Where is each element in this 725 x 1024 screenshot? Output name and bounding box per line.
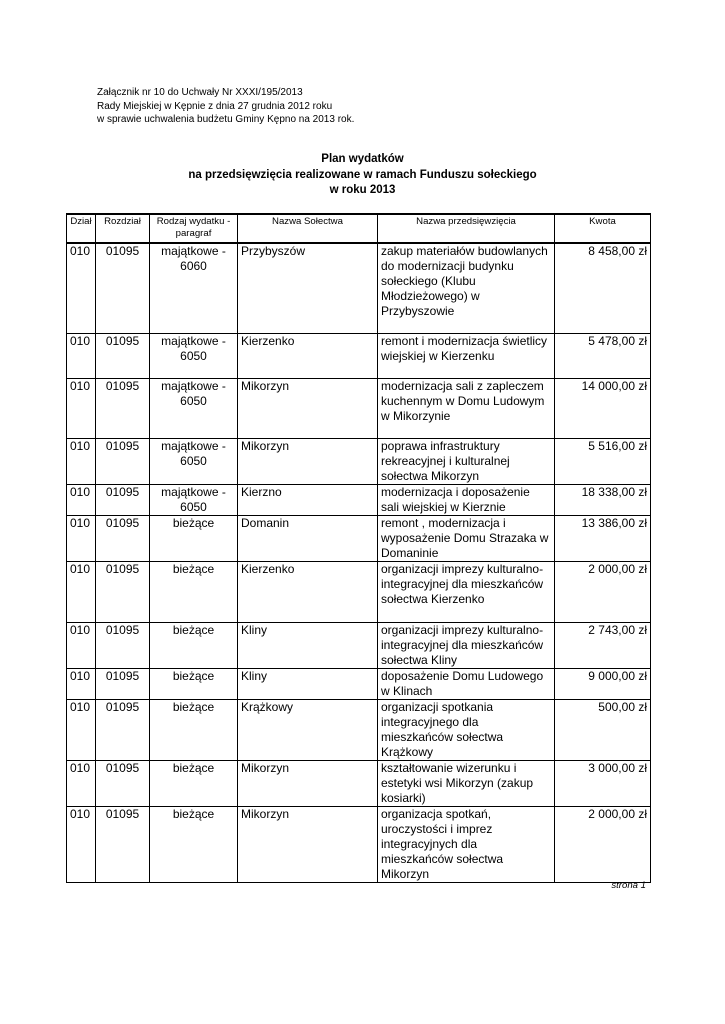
column-header-przedsiewziecie: Nazwa przedsięwzięcia (378, 214, 555, 243)
cell-przedsiewziecie: organizacji spotkania integracyjnego dla mieszkańców sołectwa Krążkowy (378, 699, 555, 760)
attachment-note-line: w sprawie uchwalenia budżetu Gminy Kępno na 2013 rok. (97, 114, 355, 125)
document-title (0, 152, 725, 199)
cell-rozdzial: 01095 (96, 622, 150, 668)
table-row (67, 699, 651, 760)
cell-kwota: 18 338,00 zł (555, 484, 651, 515)
cell-solectwo: Mikorzyn (238, 438, 378, 484)
cell-rozdzial: 01095 (96, 484, 150, 515)
cell-kwota: 2 000,00 zł (555, 806, 651, 882)
cell-kwota: 14 000,00 zł (555, 378, 651, 438)
expenditure-table (66, 213, 651, 883)
cell-dzial: 010 (67, 760, 96, 806)
cell-rozdzial: 01095 (96, 243, 150, 333)
cell-dzial: 010 (67, 378, 96, 438)
table-row (67, 378, 651, 438)
cell-rodzaj: majątkowe - 6050 (150, 484, 238, 515)
cell-rodzaj: majątkowe - 6050 (150, 438, 238, 484)
cell-kwota: 13 386,00 zł (555, 515, 651, 561)
cell-kwota: 2 000,00 zł (555, 561, 651, 622)
cell-dzial: 010 (67, 668, 96, 699)
cell-dzial: 010 (67, 438, 96, 484)
cell-rodzaj: majątkowe - 6050 (150, 378, 238, 438)
table-row (67, 333, 651, 378)
title-line: Plan wydatków (321, 153, 404, 165)
cell-przedsiewziecie: organizacja spotkań, uroczystości i imprez integracyjnych dla mieszkańców sołectwa Mikorzyn (378, 806, 555, 882)
cell-rozdzial: 01095 (96, 668, 150, 699)
cell-dzial: 010 (67, 806, 96, 882)
table-row (67, 484, 651, 515)
cell-solectwo: Krążkowy (238, 699, 378, 760)
title-line: na przedsięwzięcia realizowane w ramach Funduszu sołeckiego (188, 168, 537, 181)
attachment-note (97, 86, 354, 127)
cell-dzial: 010 (67, 622, 96, 668)
column-header-dzial: Dział (67, 214, 96, 243)
cell-rozdzial: 01095 (96, 515, 150, 561)
cell-rodzaj: bieżące (150, 622, 238, 668)
cell-kwota: 500,00 zł (555, 699, 651, 760)
attachment-note-line: Rady Miejskiej w Kępnie z dnia 27 grudnia 2012 roku (97, 100, 333, 112)
page-number: strona 1 (611, 880, 646, 891)
cell-rozdzial: 01095 (96, 760, 150, 806)
table-row (67, 243, 651, 333)
cell-rozdzial: 01095 (96, 333, 150, 378)
cell-rodzaj: bieżące (150, 699, 238, 760)
cell-rodzaj: bieżące (150, 515, 238, 561)
cell-solectwo: Kierzenko (238, 333, 378, 378)
cell-rodzaj: bieżące (150, 806, 238, 882)
cell-solectwo: Mikorzyn (238, 760, 378, 806)
cell-rodzaj: bieżące (150, 561, 238, 622)
cell-przedsiewziecie: remont i modernizacja świetlicy wiejskiej w Kierzenku (378, 333, 555, 378)
cell-solectwo: Przybyszów (238, 243, 378, 333)
table-row (67, 561, 651, 622)
cell-solectwo: Domanin (238, 515, 378, 561)
cell-solectwo: Kierzno (238, 484, 378, 515)
column-header-rozdzial: Rozdział (96, 214, 150, 243)
cell-przedsiewziecie: modernizacja i doposażenie sali wiejskiej w Kierznie (378, 484, 555, 515)
table-row (67, 622, 651, 668)
cell-przedsiewziecie: organizacji imprezy kulturalno-integracyjnej dla mieszkańców sołectwa Kierzenko (378, 561, 555, 622)
cell-rozdzial: 01095 (96, 438, 150, 484)
column-header-rodzaj: Rodzaj wydatku - paragraf (150, 214, 238, 243)
cell-dzial: 010 (67, 561, 96, 622)
cell-kwota: 5 516,00 zł (555, 438, 651, 484)
cell-rozdzial: 01095 (96, 561, 150, 622)
cell-kwota: 3 000,00 zł (555, 760, 651, 806)
cell-dzial: 010 (67, 515, 96, 561)
cell-solectwo: Kliny (238, 668, 378, 699)
cell-kwota: 5 478,00 zł (555, 333, 651, 378)
cell-kwota: 2 743,00 zł (555, 622, 651, 668)
table-row (67, 668, 651, 699)
table-row (67, 806, 651, 882)
table-row (67, 515, 651, 561)
cell-solectwo: Kierzenko (238, 561, 378, 622)
cell-przedsiewziecie: remont , modernizacja i wyposażenie Domu Strazaka w Domaninie (378, 515, 555, 561)
cell-przedsiewziecie: modernizacja sali z zapleczem kuchennym w Domu Ludowym w Mikorzynie (378, 378, 555, 438)
cell-kwota: 8 458,00 zł (555, 243, 651, 333)
cell-rodzaj: majątkowe - 6060 (150, 243, 238, 333)
column-header-solectwo: Nazwa Sołectwa (238, 214, 378, 243)
cell-przedsiewziecie: organizacji imprezy kulturalno-integracyjnej dla mieszkańców sołectwa Kliny (378, 622, 555, 668)
cell-rozdzial: 01095 (96, 806, 150, 882)
cell-solectwo: Mikorzyn (238, 378, 378, 438)
column-header-kwota: Kwota (555, 214, 651, 243)
cell-rodzaj: bieżące (150, 760, 238, 806)
cell-dzial: 010 (67, 484, 96, 515)
table-row (67, 438, 651, 484)
table-header-row (67, 214, 651, 243)
cell-przedsiewziecie: doposażenie Domu Ludowego w Klinach (378, 668, 555, 699)
title-line: w roku 2013 (329, 184, 396, 196)
cell-solectwo: Mikorzyn (238, 806, 378, 882)
cell-dzial: 010 (67, 243, 96, 333)
cell-rozdzial: 01095 (96, 699, 150, 760)
cell-przedsiewziecie: zakup materiałów budowlanych do modernizacji budynku sołeckiego (Klubu Młodzieżowego) w Przybyszowie (378, 243, 555, 333)
cell-rodzaj: bieżące (150, 668, 238, 699)
cell-kwota: 9 000,00 zł (555, 668, 651, 699)
cell-przedsiewziecie: poprawa infrastruktury rekreacyjnej i kulturalnej sołectwa Mikorzyn (378, 438, 555, 484)
cell-dzial: 010 (67, 333, 96, 378)
cell-przedsiewziecie: kształtowanie wizerunku i estetyki wsi Mikorzyn (zakup kosiarki) (378, 760, 555, 806)
cell-dzial: 010 (67, 699, 96, 760)
cell-solectwo: Kliny (238, 622, 378, 668)
attachment-note-line: Załącznik nr 10 do Uchwały Nr XXXI/195/2013 (97, 87, 303, 98)
table-row (67, 760, 651, 806)
cell-rodzaj: majątkowe - 6050 (150, 333, 238, 378)
cell-rozdzial: 01095 (96, 378, 150, 438)
